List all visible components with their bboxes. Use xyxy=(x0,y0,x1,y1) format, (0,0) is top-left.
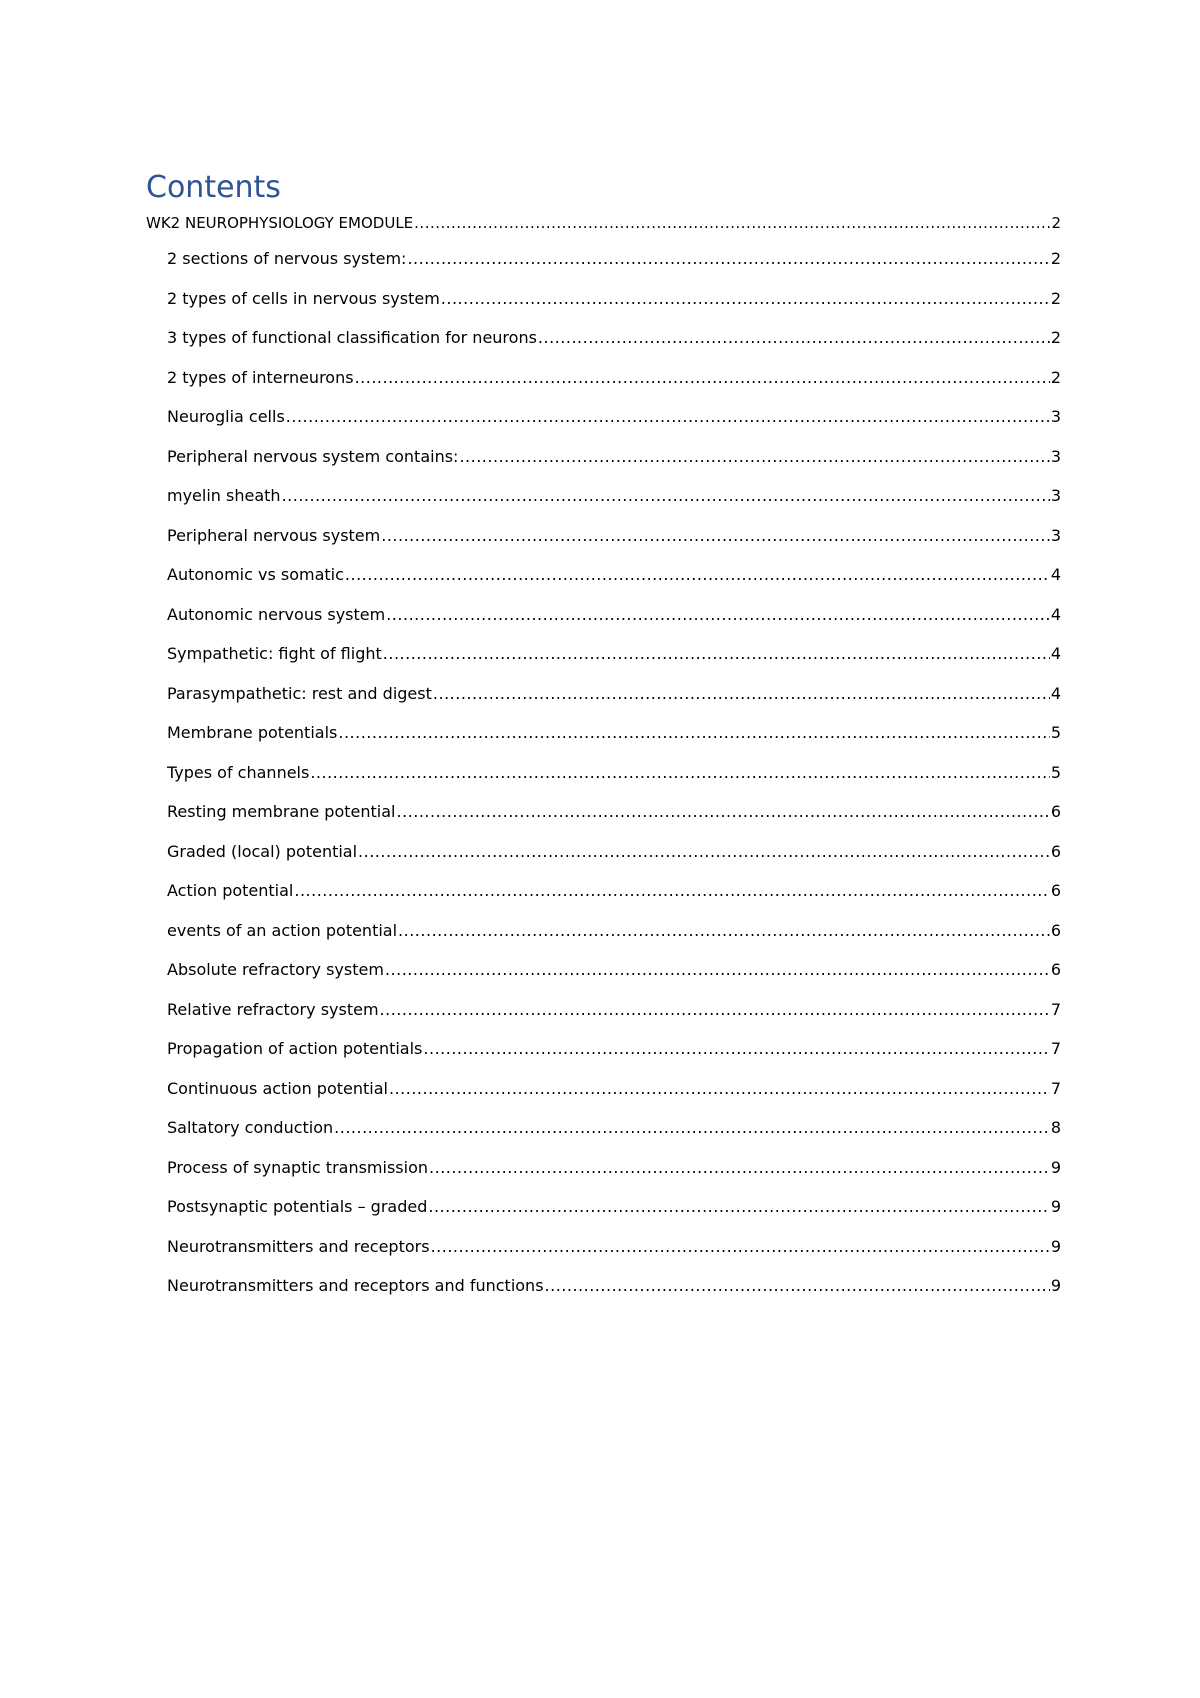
toc-entry[interactable] xyxy=(146,999,1061,1039)
toc-dot-leader xyxy=(407,248,1049,270)
toc-entry[interactable] xyxy=(146,327,1061,367)
toc-dot-leader xyxy=(385,959,1050,981)
toc-dot-leader xyxy=(538,327,1050,349)
toc-entry-title: Autonomic nervous system xyxy=(167,604,386,624)
toc-entry-title: Action potential xyxy=(167,881,294,900)
toc-entry-title: Peripheral nervous system contains: xyxy=(167,446,459,466)
toc-dot-leader xyxy=(441,288,1050,310)
toc-dot-leader xyxy=(380,999,1050,1021)
toc-entry[interactable] xyxy=(146,762,1061,802)
toc-dot-leader xyxy=(355,367,1050,389)
toc-list xyxy=(146,212,1061,1315)
toc-dot-leader xyxy=(545,1275,1050,1297)
toc-entry-title: myelin sheath xyxy=(167,486,281,505)
toc-dot-leader xyxy=(282,485,1050,507)
toc-entry[interactable] xyxy=(146,1275,1061,1315)
toc-entry[interactable] xyxy=(146,643,1061,683)
toc-page-number: 7 xyxy=(1050,1039,1061,1058)
toc-entry[interactable] xyxy=(146,406,1061,446)
toc-entry[interactable] xyxy=(146,1117,1061,1157)
toc-page-number: 6 xyxy=(1050,960,1061,979)
toc-entry-title: Membrane potentials xyxy=(167,723,338,742)
toc-page-number: 4 xyxy=(1050,604,1061,624)
toc-dot-leader xyxy=(459,446,1049,468)
toc-dot-leader xyxy=(431,1236,1050,1258)
toc-page-number: 3 xyxy=(1050,446,1061,466)
toc-entry[interactable] xyxy=(146,485,1061,525)
toc-entry-title: Sympathetic: fight of flight xyxy=(167,644,382,663)
toc-entry-title: 2 types of interneurons xyxy=(167,367,354,387)
toc-entry-title: Neuroglia cells xyxy=(167,407,285,426)
toc-entry-title: Graded (local) potential xyxy=(167,841,358,861)
toc-entry[interactable] xyxy=(146,722,1061,762)
toc-page-number: 3 xyxy=(1050,486,1061,505)
toc-dot-leader xyxy=(389,1078,1050,1100)
toc-entry[interactable] xyxy=(146,683,1061,723)
toc-dot-leader xyxy=(398,920,1050,942)
toc-dot-leader xyxy=(310,762,1049,784)
toc-page-number: 9 xyxy=(1050,1276,1061,1295)
toc-page-number: 6 xyxy=(1050,802,1061,821)
toc-dot-leader xyxy=(414,212,1050,234)
toc-page-number: 3 xyxy=(1050,525,1061,545)
toc-page-number: 9 xyxy=(1050,1236,1061,1256)
toc-entry-title: Propagation of action potentials xyxy=(167,1039,423,1058)
toc-page-number: 2 xyxy=(1050,367,1061,387)
toc-dot-leader xyxy=(386,604,1050,626)
toc-entry-title: WK2 NEUROPHYSIOLOGY EMODULE xyxy=(146,214,414,232)
toc-page-number: 9 xyxy=(1050,1197,1061,1216)
toc-entry-title: 3 types of functional classification for neurons xyxy=(167,328,537,347)
toc-page-number: 7 xyxy=(1050,999,1061,1019)
toc-dot-leader xyxy=(428,1196,1049,1218)
toc-dot-leader xyxy=(433,683,1050,705)
toc-entry[interactable] xyxy=(146,959,1061,999)
toc-entry-title: Absolute refractory system xyxy=(167,960,384,979)
toc-entry[interactable] xyxy=(146,801,1061,841)
toc-heading: Contents xyxy=(146,170,281,205)
toc-entry-title: Parasympathetic: rest and digest xyxy=(167,683,432,703)
toc-page-number: 6 xyxy=(1050,920,1061,940)
toc-entry[interactable] xyxy=(146,880,1061,920)
toc-dot-leader xyxy=(358,841,1050,863)
toc-page-number: 8 xyxy=(1050,1118,1061,1137)
toc-entry-title: Relative refractory system xyxy=(167,999,379,1019)
toc-page-number: 7 xyxy=(1050,1078,1061,1098)
toc-page-number: 2 xyxy=(1050,328,1061,347)
toc-page-number: 9 xyxy=(1050,1157,1061,1177)
toc-entry-title: Peripheral nervous system xyxy=(167,525,381,545)
toc-entry-title: events of an action potential xyxy=(167,920,398,940)
toc-page-number: 4 xyxy=(1050,644,1061,663)
toc-dot-leader xyxy=(429,1157,1050,1179)
toc-entry[interactable] xyxy=(146,367,1061,407)
toc-dot-leader xyxy=(383,643,1050,665)
toc-entry[interactable] xyxy=(146,920,1061,960)
toc-entry[interactable] xyxy=(146,1078,1061,1118)
toc-page-number: 4 xyxy=(1050,565,1061,584)
toc-dot-leader xyxy=(338,722,1049,744)
toc-entry[interactable] xyxy=(146,1196,1061,1236)
toc-dot-leader xyxy=(423,1038,1049,1060)
toc-entry[interactable] xyxy=(146,841,1061,881)
toc-page-number: 5 xyxy=(1050,723,1061,742)
toc-entry-title: 2 sections of nervous system: xyxy=(167,249,407,268)
toc-page-number: 2 xyxy=(1050,249,1061,268)
toc-entry[interactable] xyxy=(146,248,1061,288)
toc-entry[interactable] xyxy=(146,1236,1061,1276)
toc-entry-title: Resting membrane potential xyxy=(167,802,396,821)
toc-entry[interactable] xyxy=(146,525,1061,565)
toc-entry[interactable] xyxy=(146,604,1061,644)
toc-dot-leader xyxy=(294,880,1049,902)
toc-page-number: 6 xyxy=(1050,881,1061,900)
toc-entry[interactable] xyxy=(146,1157,1061,1197)
toc-entry-title: 2 types of cells in nervous system xyxy=(167,288,440,308)
toc-page-number: 2 xyxy=(1050,288,1061,308)
toc-page-number: 6 xyxy=(1050,841,1061,861)
toc-entry-title: Neurotransmitters and receptors and functions xyxy=(167,1276,544,1295)
toc-dot-leader xyxy=(286,406,1050,428)
toc-entry-title: Postsynaptic potentials – graded xyxy=(167,1197,428,1216)
toc-dot-leader xyxy=(334,1117,1050,1139)
toc-page-number: 5 xyxy=(1050,762,1061,782)
toc-page-number: 4 xyxy=(1050,683,1061,703)
toc-entry[interactable] xyxy=(146,288,1061,328)
toc-entry-title: Neurotransmitters and receptors xyxy=(167,1236,430,1256)
toc-dot-leader xyxy=(345,564,1050,586)
toc-dot-leader xyxy=(396,801,1049,823)
toc-entry[interactable] xyxy=(146,564,1061,604)
toc-entry-title: Process of synaptic transmission xyxy=(167,1157,429,1177)
toc-entry-title: Saltatory conduction xyxy=(167,1118,334,1137)
toc-entry[interactable] xyxy=(146,446,1061,486)
toc-entry-title: Continuous action potential xyxy=(167,1078,388,1098)
toc-page-number: 2 xyxy=(1051,214,1061,232)
toc-entry-title: Autonomic vs somatic xyxy=(167,565,344,584)
toc-page-number: 3 xyxy=(1050,407,1061,426)
toc-entry[interactable] xyxy=(146,1038,1061,1078)
toc-dot-leader xyxy=(381,525,1050,547)
toc-entry[interactable] xyxy=(146,212,1061,248)
toc-entry-title: Types of channels xyxy=(167,762,310,782)
